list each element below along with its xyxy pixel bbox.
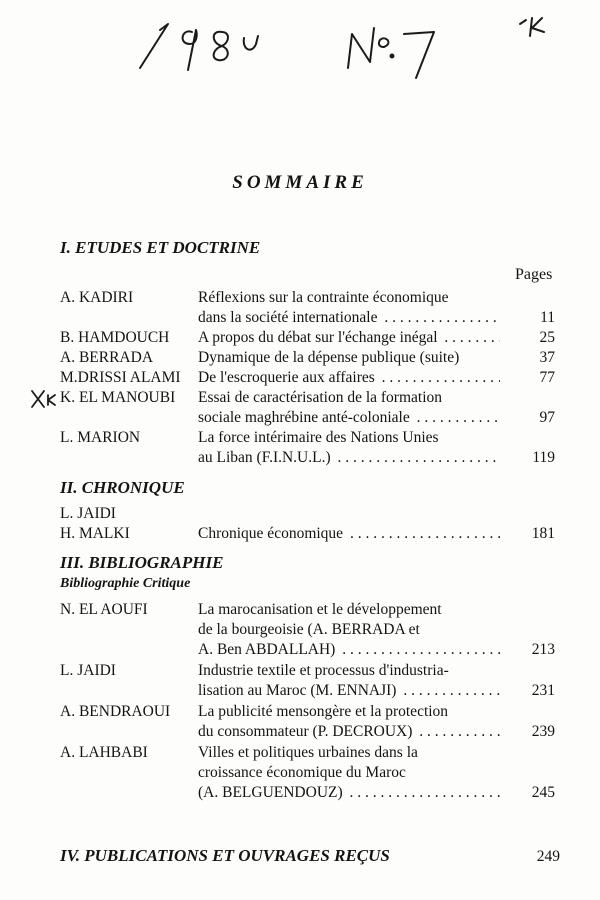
entry-page-number: 37: [539, 349, 555, 366]
entry-author: A. BENDRAOUI: [60, 703, 171, 720]
entry-author: H. MALKI: [60, 525, 130, 542]
entry-title-line: Chronique économique . . .: [198, 525, 500, 543]
entry-page-number: 119: [532, 449, 555, 466]
entry-title-line: Industrie textile et processus d'industria-: [198, 662, 500, 680]
page-title: SOMMAIRE: [232, 172, 368, 193]
entry-title-line: au Liban (F.I.N.U.L.) . . .: [198, 449, 500, 467]
entry-page-number: 25: [539, 329, 555, 346]
entry-title-line: de la bourgeoisie (A. BERRADA et: [198, 621, 500, 639]
entry-title-line: lisation au Maroc (M. ENNAJI) . . .: [198, 682, 500, 700]
section-bibliographie-subheading: Bibliographie Critique: [60, 576, 191, 591]
section-etudes-heading: I. ETUDES ET DOCTRINE: [60, 238, 261, 257]
entry-title-line: La force intérimaire des Nations Unies: [198, 429, 500, 447]
entry-title-line: A propos du débat sur l'échange inégal . . .: [198, 329, 500, 347]
entry-page-number: 245: [531, 784, 555, 801]
entry-author: L. JAIDI: [60, 505, 116, 522]
entry-author: A. BERRADA: [60, 349, 154, 366]
entry-author: L. MARION: [60, 429, 141, 446]
entry-page-number: 97: [539, 409, 555, 426]
entry-page-number: 77: [539, 369, 555, 386]
entry-title-line: La marocanisation et le développement: [198, 601, 500, 619]
section-chronique-heading: II. CHRONIQUE: [60, 478, 185, 497]
entry-title-line: Dynamique de la dépense publique (suite): [198, 349, 500, 367]
entry-title-line: (A. BELGUENDOUZ) . . .: [198, 784, 500, 802]
entry-title-line: Essai de caractérisation de la formation: [198, 389, 500, 407]
entry-author: A. LAHBABI: [60, 744, 148, 761]
entry-author: K. EL MANOUBI: [60, 389, 176, 406]
entry-title-line: La publicité mensongère et la protection: [198, 703, 500, 721]
handwritten-annotation: [130, 10, 590, 80]
entry-author: L. JAIDI: [60, 662, 116, 679]
entry-page-number: 231: [531, 682, 555, 699]
entry-title-line: Réflexions sur la contrainte économique: [198, 289, 500, 307]
entry-author: A. KADIRI: [60, 289, 134, 306]
entry-title-line: dans la société internationale . . .: [198, 309, 500, 327]
entry-title-line: A. Ben ABDALLAH) . . .: [198, 641, 500, 659]
section-bibliographie-heading: III. BIBLIOGRAPHIE: [60, 553, 224, 572]
entry-author: B. HAMDOUCH: [60, 329, 170, 346]
entry-page-number: 181: [531, 525, 555, 542]
entry-page-number: 249: [536, 848, 560, 865]
entry-page-number: 239: [531, 723, 555, 740]
entry-author: M.DRISSI ALAMI: [60, 369, 181, 386]
entry-page-number: 11: [540, 309, 555, 326]
entry-author: N. EL AOUFI: [60, 601, 148, 618]
pages-column-heading: Pages: [515, 266, 553, 283]
entry-title-line: De l'escroquerie aux affaires . . .: [198, 369, 500, 387]
entry-title-line: croissance économique du Maroc: [198, 764, 500, 782]
entry-title-line: sociale maghrébine anté-coloniale . . .: [198, 409, 500, 427]
entry-page-number: 213: [531, 641, 555, 658]
entry-title-line: Villes et politiques urbaines dans la: [198, 744, 500, 762]
entry-title-line: du consommateur (P. DECROUX) . . .: [198, 723, 500, 741]
section-publications-heading: IV. PUBLICATIONS ET OUVRAGES REÇUS: [60, 846, 390, 865]
handwritten-margin-mark: [30, 389, 58, 414]
